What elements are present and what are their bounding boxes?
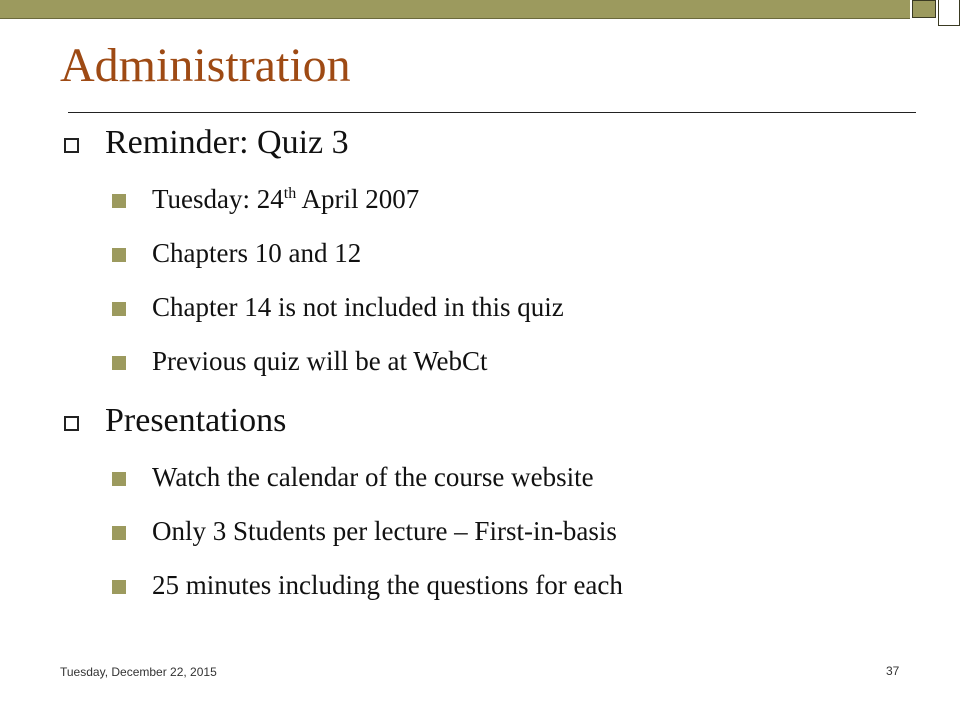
bullet-text: Tuesday: 24th April 2007 [152,184,420,214]
hollow-square-bullet-icon [64,138,79,153]
bullet-text: Chapter 14 is not included in this quiz [152,292,564,322]
section-heading-text: Presentations [105,402,287,439]
bullet-item [112,516,617,547]
slide-number: 37 [886,664,900,678]
slide-title: Administration [60,39,351,92]
top-decorative-bar [0,0,910,19]
filled-square-bullet-icon [112,248,126,262]
top-decorative-square-outline [938,0,960,26]
filled-square-bullet-icon [112,194,126,208]
bullet-item [112,238,361,269]
bullet-item [112,462,594,493]
footer-date: Tuesday, December 22, 2015 [60,665,217,679]
hollow-square-bullet-icon [64,416,79,431]
bullet-text: Previous quiz will be at WebCt [152,346,488,376]
filled-square-bullet-icon [112,580,126,594]
section-heading-text: Reminder: Quiz 3 [105,124,349,161]
filled-square-bullet-icon [112,302,126,316]
bullet-item [112,346,488,377]
bullet-item [112,292,564,323]
section-heading-quiz [64,124,349,162]
filled-square-bullet-icon [112,526,126,540]
bullet-text: Chapters 10 and 12 [152,238,362,268]
bullet-item [112,570,623,601]
section-heading-presentations [64,402,286,440]
title-divider [68,112,916,113]
bullet-text: Watch the calendar of the course website [152,462,594,492]
bullet-text: Only 3 Students per lecture – First-in-basis [152,516,617,546]
bullet-text: 25 minutes including the questions for each [152,570,623,600]
filled-square-bullet-icon [112,356,126,370]
bullet-item [112,184,419,215]
filled-square-bullet-icon [112,472,126,486]
top-decorative-square [912,0,936,18]
